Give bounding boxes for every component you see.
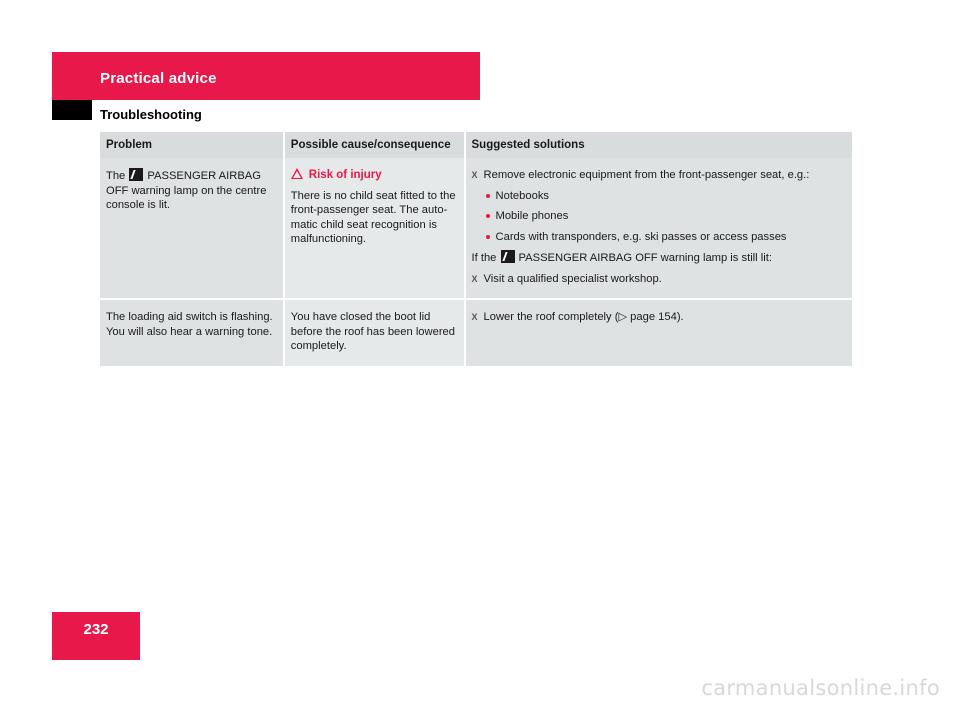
passenger-airbag-off-icon: [501, 250, 515, 263]
condition-prefix: If the: [471, 252, 497, 264]
problem-cell: The loading aid switch is flashing. You will also hear a warning tone.: [100, 298, 283, 366]
warning-line: [291, 168, 458, 183]
solution-step: X Visit a qualified specialist workshop.: [472, 272, 846, 287]
solution-cell: [464, 298, 852, 366]
solution-bullet: Notebooks: [484, 189, 846, 204]
page-number: 232: [83, 621, 109, 638]
passenger-airbag-off-icon: [129, 168, 143, 181]
solution-condition: [472, 250, 846, 266]
problem-cell: [100, 158, 283, 298]
problem-text: PASSENGER AIRBAG OFF warning lamp on the centre console is lit.: [106, 170, 267, 211]
watermark: carmanualsonline.info: [701, 676, 940, 700]
chapter-title: Practical advice: [100, 70, 217, 87]
problem-prefix: The: [106, 170, 126, 182]
warning-triangle-icon: [291, 168, 303, 179]
cause-cell: [283, 158, 464, 298]
section-tab-marker: [52, 100, 92, 120]
solution-cell: [464, 158, 852, 298]
table-row: [100, 298, 852, 366]
solution-step: X Remove electronic equipment from the front-passenger seat, e.g.:: [472, 168, 846, 183]
column-header-solutions: Suggested solutions: [464, 132, 852, 158]
cause-text: There is no child seat fitted to the front-passenger seat. The auto-matic child seat recognition is malfunctioning.: [290, 189, 456, 245]
cause-cell: You have closed the boot lid before the roof has been lowered completely.: [283, 298, 464, 366]
column-header-problem: Problem: [100, 132, 283, 158]
table-header-row: [100, 132, 852, 158]
condition-text: PASSENGER AIRBAG OFF warning lamp is still lit:: [518, 252, 772, 264]
solution-step: X Lower the roof completely (▷ page 154).: [472, 310, 846, 325]
solution-bullet: Mobile phones: [484, 209, 846, 224]
troubleshooting-table: [100, 132, 852, 366]
section-title: Troubleshooting: [100, 107, 202, 122]
warning-label: Risk of injury: [308, 169, 382, 181]
solution-bullet: Cards with transponders, e.g. ski passes or access passes: [484, 230, 846, 245]
table-row: [100, 158, 852, 298]
column-header-cause: Possible cause/consequence: [283, 132, 464, 158]
